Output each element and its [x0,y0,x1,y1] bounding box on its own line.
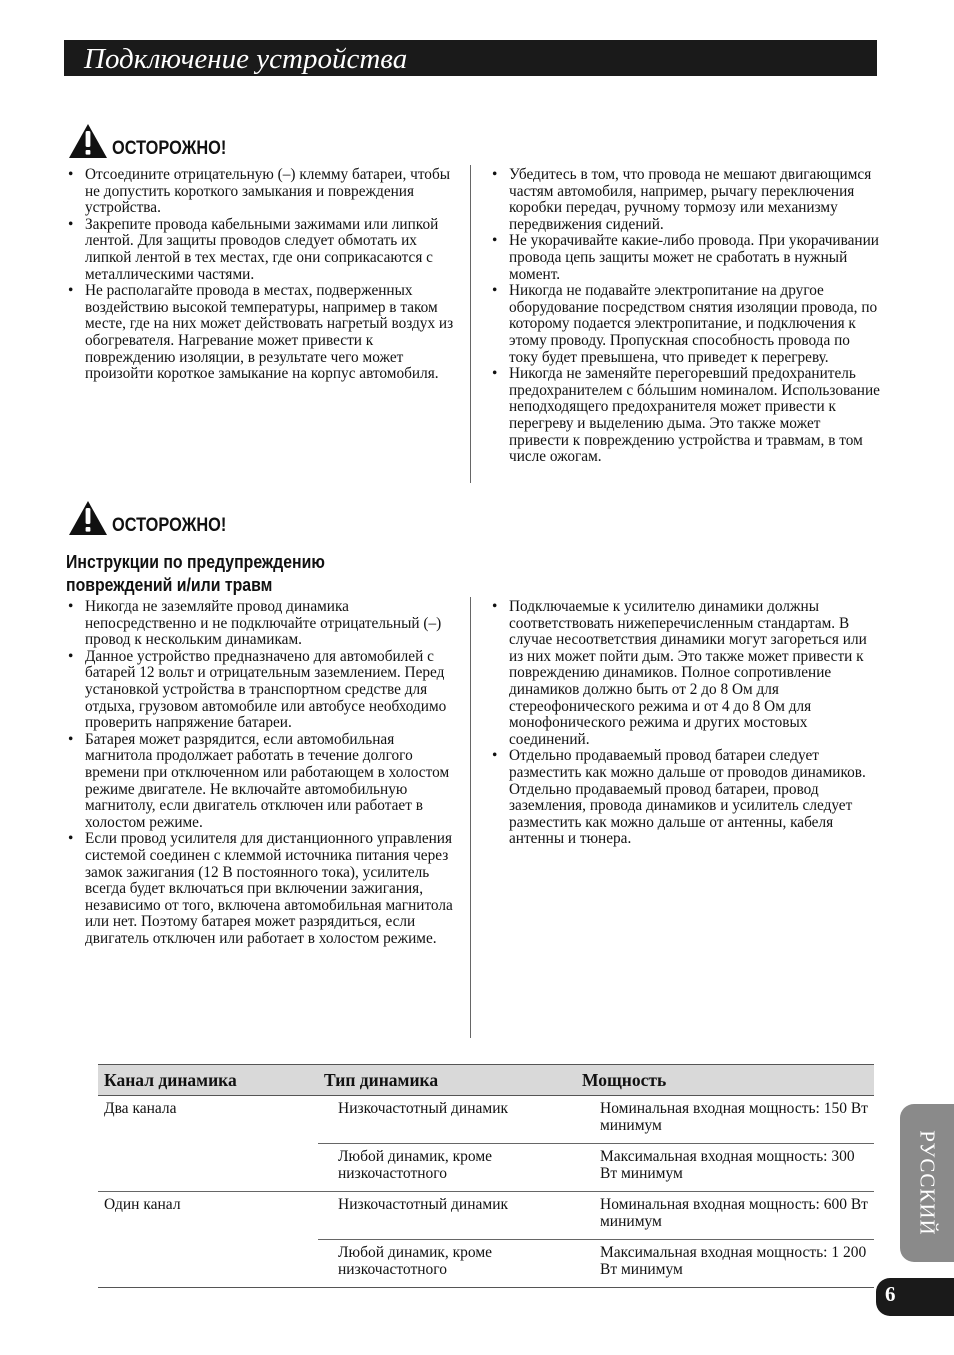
page-number-tab [876,1278,954,1316]
warning-triangle-icon [68,500,108,536]
page-title: Подключение устройства [84,43,408,75]
page-number: 6 [885,1282,896,1306]
list-item: • Не располагайте провода в местах, подверженных воздействию высокой температуры, например в таком месте, где на них может действовать нагретый воздух из обогревателя. Нагревание может привести к повреждению изоляции, в результате чего может произойти короткое замыкание на корпус автомобиля. [66,283,454,383]
section-subheading [66,551,325,597]
type-cell: Любой динамик, кроме низкочастотного [318,1239,576,1287]
list-item: • Никогда не заменяйте перегоревший предохранитель предохранителем с бóльшим номиналом. Использование неподходящего предохранителя может привести к перегреву и выделению дыма. Это также может привести к повреждению устройства и травмам, в том числе ожогам. [490,366,882,466]
subheading-line: Инструкции по предупреждению [66,552,325,572]
channel-cell: Два канала [98,1095,318,1191]
list-item: • Никогда не заземляйте провод динамика непосредственно и не подключайте отрицательный (–) провод к нескольким динамикам. [66,599,454,649]
column-header: Тип динамика [318,1065,576,1096]
power-cell: Максимальная входная мощность: 300 Вт минимум [576,1143,874,1191]
list-item: • Убедитесь в том, что провода не мешают двигающимся частям автомобиля, например, рычагу переключения коробки передач, ручному тормозу или механизму передвижения сидений. [490,167,882,233]
list-item: • Закрепите провода кабельными зажимами или липкой лентой. Для защиты проводов следует обмотать их липкой лентой в тех местах, где они соприкасаются с металлическими частями. [66,217,454,283]
caution-label: ОСТОРОЖНО! [112,138,227,159]
list-item: • Батарея может разрядится, если автомобильная магнитола продолжает работать в течение долгого времени при отключенном или работающем в холостом режиме двигателе. Не включайте автомобильную магнитолу, если двигатель отключен или работает в холостом режиме. [66,732,454,832]
caution2-right-list [490,599,882,848]
column-divider [470,165,471,483]
list-item: • Данное устройство предназначено для автомобилей с батарей 12 вольт и отрицательным заземлением. Перед установкой устройства в транспортном средстве для отдыха, грузовом автомобиле или автобусе необходимо проверить напряжение батареи. [66,649,454,732]
section-title-bar [64,40,877,76]
column-header: Мощность [576,1065,874,1096]
channel-cell: Один канал [98,1191,318,1287]
column-header: Канал динамика [98,1065,318,1096]
power-cell: Номинальная входная мощность: 150 Вт минимум [576,1095,874,1143]
caution1-left-list [66,167,454,383]
list-item: • Не укорачивайте какие-либо провода. При укорачивании провода цепь защиты может не сработать в нужный момент. [490,233,882,283]
warning-triangle-icon [68,123,108,159]
list-item: • Отсоедините отрицательную (–) клемму батареи, чтобы не допустить короткого замыкания и повреждения устройства. [66,167,454,217]
list-item: • Никогда не подавайте электропитание на другое оборудование посредством снятия изоляции провода, по которому подается электропитание, и подключения к этому проводу. Пропускная способность провода по току будет превышена, что приведет к перегреву. [490,283,882,366]
caution-heading-2 [68,500,245,536]
table-row [98,1095,874,1143]
type-cell: Низкочастотный динамик [318,1191,576,1239]
language-label: РУССКИЙ [915,1130,940,1236]
power-cell: Максимальная входная мощность: 1 200 Вт минимум [576,1239,874,1287]
caution-label: ОСТОРОЖНО! [112,515,227,536]
speaker-table [98,1064,874,1288]
list-item: • Отдельно продаваемый провод батареи следует разместить как можно дальше от проводов динамиков. Отдельно продаваемый провод батареи, провод заземления, провода динамиков и усилитель следует разместить как можно дальше от антенны, кабеля антенны и тюнера. [490,748,882,848]
caution1-right-list [490,167,882,466]
caution2-left-list [66,599,454,947]
type-cell: Низкочастотный динамик [318,1095,576,1143]
language-tab [900,1104,954,1262]
subheading-line: повреждений и/или травм [66,575,273,595]
table-row [98,1191,874,1239]
table-header-row [98,1065,874,1096]
list-item: • Подключаемые к усилителю динамики должны соответствовать нижеперечисленным стандартам. В случае несоответствия динамики могут загореться или из них может пойти дым. Это также может привести к повреждению динамиков. Полное сопротивление динамиков должно быть от 2 до 8 Ом для стереофонического режима и от 4 до 8 Ом для монофонического режима и других мостовых соединений. [490,599,882,748]
type-cell: Любой динамик, кроме низкочастотного [318,1143,576,1191]
column-divider [470,597,471,1038]
caution-heading-1 [68,123,245,159]
list-item: • Если провод усилителя для дистанционного управления системой соединен с клеммой источника питания через замок зажигания (12 В постоянного тока), усилитель всегда будет включаться при включении зажигания, независимо от того, включена автомобильная магнитола или нет. Поэтому батарея может разрядиться, если двигатель отключен или работает в холостом режиме. [66,831,454,947]
power-cell: Номинальная входная мощность: 600 Вт минимум [576,1191,874,1239]
